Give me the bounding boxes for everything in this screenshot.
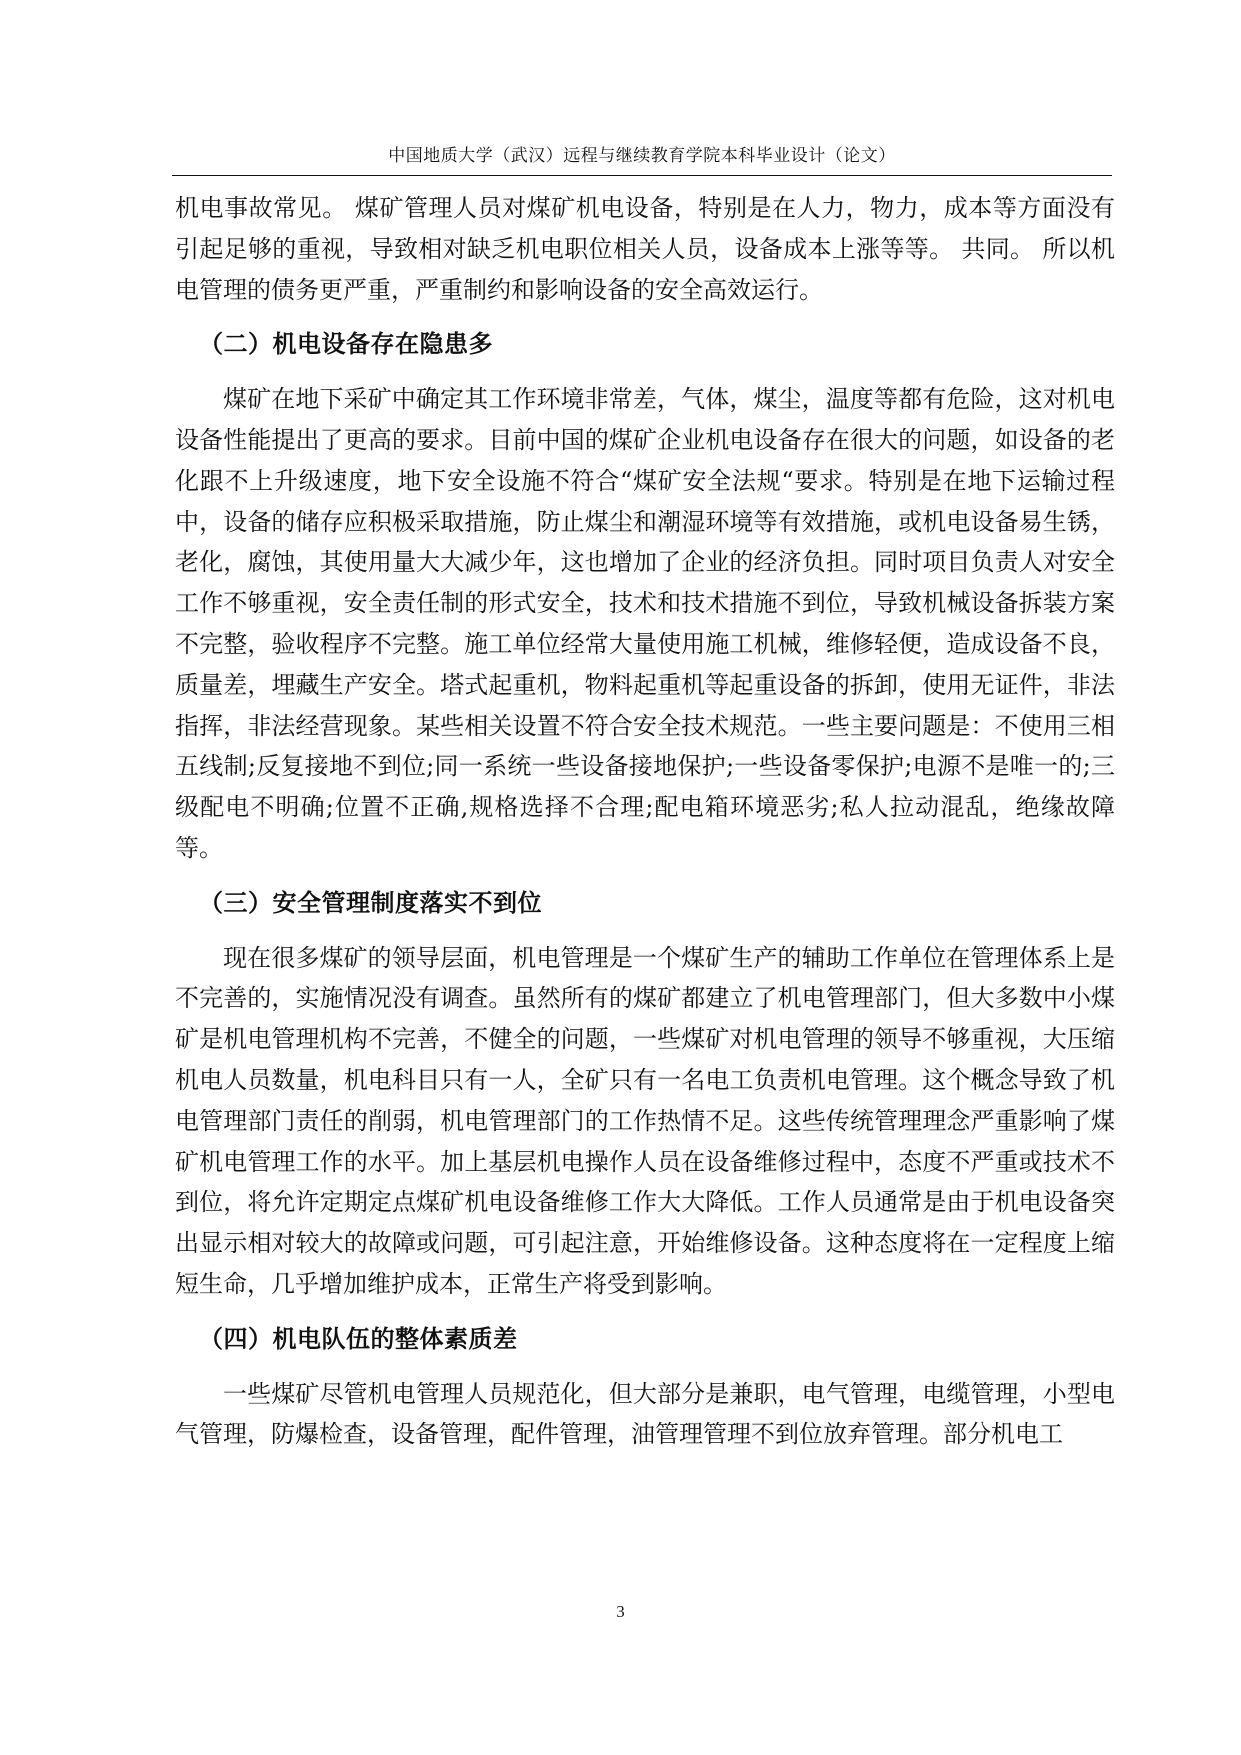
paragraph-continuation: 机电事故常见。 煤矿管理人员对煤矿机电设备，特别是在人力，物力，成本等方面没有引起足够的重视，导致相对缺乏机电职位相关人员，设备成本上涨等等。 共同。 所以机电管理的债务更严重，严重制约和影响设备的安全高效运行。 (175, 194, 1115, 304)
section-heading-3-text: （三）安全管理制度落实不到位 (199, 888, 542, 917)
section-heading-2-text: （二）机电设备存在隐患多 (199, 330, 493, 359)
paragraph-section-3: 现在很多煤矿的领导层面，机电管理是一个煤矿生产的辅助工作单位在管理体系上是不完善的，实施情况没有调查。虽然所有的煤矿都建立了机电管理部门，但大多数中小煤矿是机电管理机构不完善，不健全的问题，一些煤矿对机电管理的领导不够重视，大压缩机电人员数量，机电科目只有一人，全矿只有一名电工负责机电管理。这个概念导致了机电管理部门责任的削弱，机电管理部门的工作热情不足。这些传统管理理念严重影响了煤矿机电管理工作的水平。加上基层机电操作人员在设备维修过程中，态度不严重或技术不到位，将允许定期定点煤矿机电设备维修工作大大降低。工作人员通常是由于机电设备突出显示相对较大的故障或问题，可引起注意，开始维修设备。这种态度将在一定程度上缩短生命，几乎增加维护成本，正常生产将受到影响。 (175, 943, 1115, 1298)
section-heading-4 (175, 1319, 1115, 1360)
paragraph-section-2: 煤矿在地下采矿中确定其工作环境非常差，气体，煤尘，温度等都有危险，这对机电设备性能提出了更高的要求。目前中国的煤矿企业机电设备存在很大的问题，如设备的老化跟不上升级速度，地下安全设施不符合“煤矿安全法规“要求。特别是在地下运输过程中，设备的储存应积极采取措施，防止煤尘和潮湿环境等有效措施，或机电设备易生锈，老化，腐蚀，其使用量大大减少年，这也增加了企业的经济负担。同时项目负责人对安全工作不够重视，安全责任制的形式安全，技术和技术措施不到位，导致机械设备拆装方案不完整，验收程序不完整。施工单位经常大量使用施工机械，维修轻便，造成设备不良，质量差，埋藏生产安全。塔式起重机，物料起重机等起重设备的拆卸，使用无证件，非法指挥，非法经营现象。某些相关设置不符合安全技术规范。一些主要问题是：不使用三相五线制;反复接地不到位;同一系统一些设备接地保护;一些设备零保护;电源不是唯一的;三级配电不明确;位置不正确,规格选择不合理;配电箱环境恶劣;私人拉动混乱，绝缘故障等。 (175, 385, 1115, 862)
section-heading-2 (175, 324, 1115, 365)
running-header: 中国地质大学（武汉）远程与继续教育学院本科毕业设计（论文） (388, 146, 896, 165)
paragraph-section-4: 一些煤矿尽管机电管理人员规范化，但大部分是兼职，电气管理，电缆管理，小型电气管理，防爆检查，设备管理，配件管理，油管理管理不到位放弃管理。部分机电工 (175, 1379, 1115, 1449)
section-heading-3 (175, 883, 1115, 924)
header-rule (172, 175, 1112, 176)
page-number: 3 (616, 1602, 625, 1621)
section-heading-4-text: （四）机电队伍的整体素质差 (199, 1324, 518, 1353)
body-content (175, 188, 1115, 1455)
